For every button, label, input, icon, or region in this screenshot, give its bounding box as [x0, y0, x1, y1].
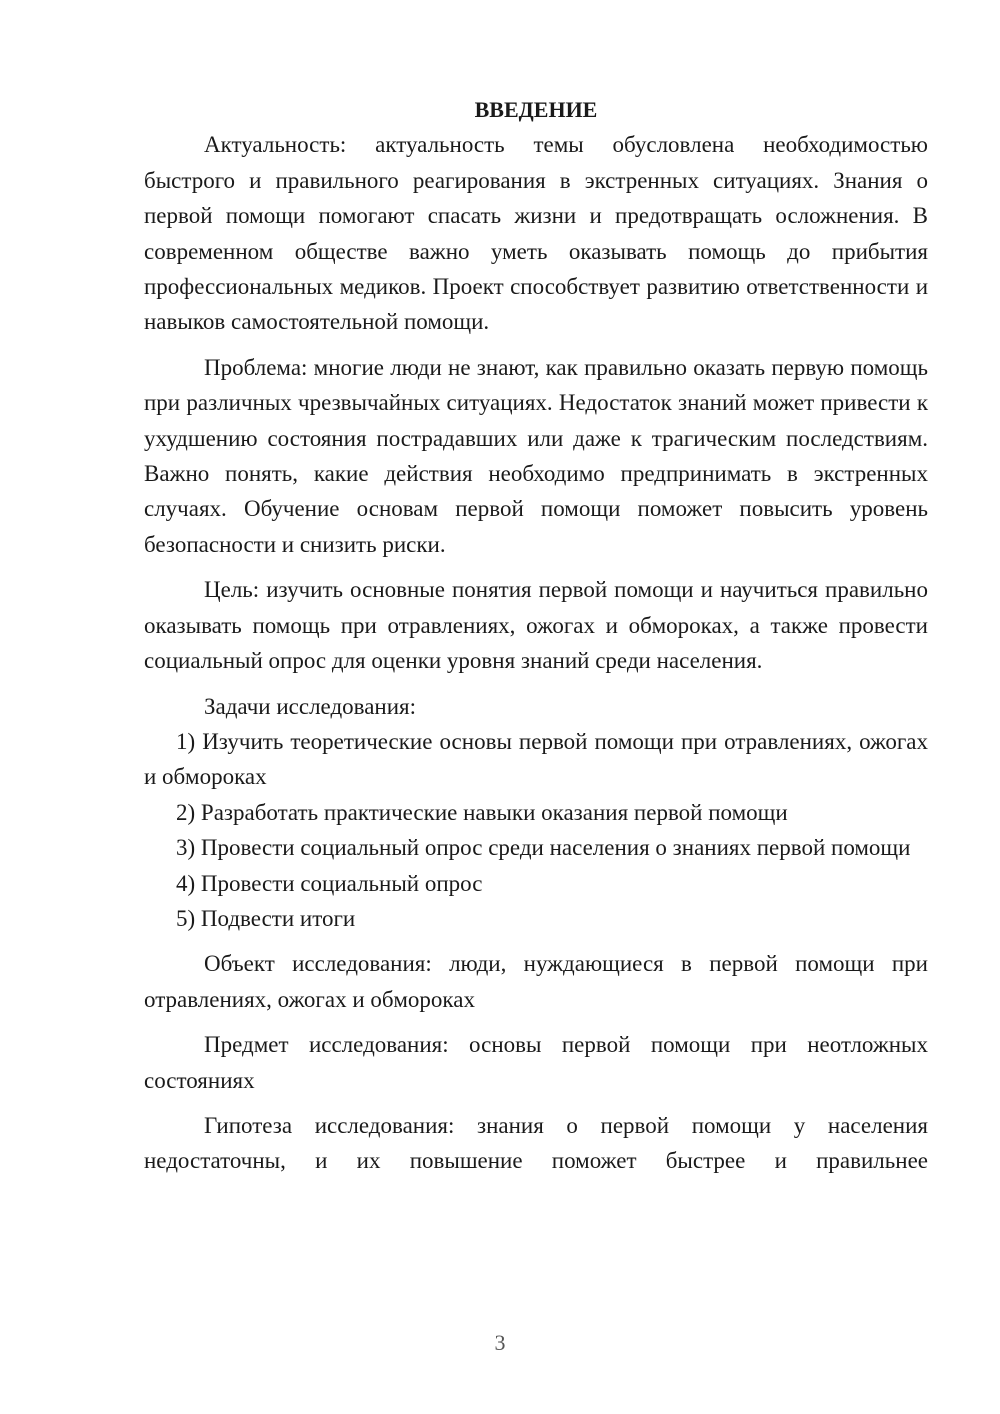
task-item: 1) Изучить теоретические основы первой помощи при отравлениях, ожогах и обмороках: [144, 728, 928, 790]
page-body: [144, 92, 928, 1179]
task-item: 3) Провести социальный опрос среди населения о знаниях первой помощи: [176, 835, 911, 861]
paragraph-relevance: Актуальность: актуальность темы обусловлена необходимостью быстрого и правильного реагирования в экстренных ситуациях. Знания о первой помощи помогают спасать жизни и предотвращать осложнения. В современном обществе важно уметь оказывать помощь до прибытия профессиональных медиков. Проект способствует развитию ответственности и навыков самостоятельной помощи.: [144, 132, 928, 335]
paragraph-goal: Цель: изучить основные понятия первой помощи и научиться правильно оказывать помощь при отравлениях, ожогах и обмороках, а также провести социальный опрос для оценки уровня знаний среди населения.: [144, 577, 928, 674]
paragraph-problem: Проблема: многие люди не знают, как правильно оказать первую помощь при различных чрезвычайных ситуациях. Недостаток знаний может привести к ухудшению состояния пострадавших или даже к трагическим последствиям. Важно понять, какие действия необходимо предпринимать в экстренных случаях. Обучение основам первой помощи поможет повысить уровень безопасности и снизить риски.: [144, 354, 928, 557]
paragraph-subject: Предмет исследования: основы первой помощи при неотложных состояниях: [144, 1032, 928, 1093]
task-item: 2) Разработать практические навыки оказания первой помощи: [176, 799, 788, 825]
paragraph-tasks-heading: Задачи исследования:: [204, 693, 417, 719]
task-item: 5) Подвести итоги: [176, 905, 356, 931]
paragraph-hypothesis: Гипотеза исследования: знания о первой помощи у населения недостаточны, и их повышение поможет быстрее и правильнее: [144, 1112, 928, 1174]
task-item: 4) Провести социальный опрос: [176, 870, 483, 896]
page-title: ВВЕДЕНИЕ: [474, 97, 598, 122]
paragraph-object: Объект исследования: люди, нуждающиеся в первой помощи при отравлениях, ожогах и обмороках: [144, 951, 928, 1012]
page-number: 3: [494, 1330, 506, 1355]
